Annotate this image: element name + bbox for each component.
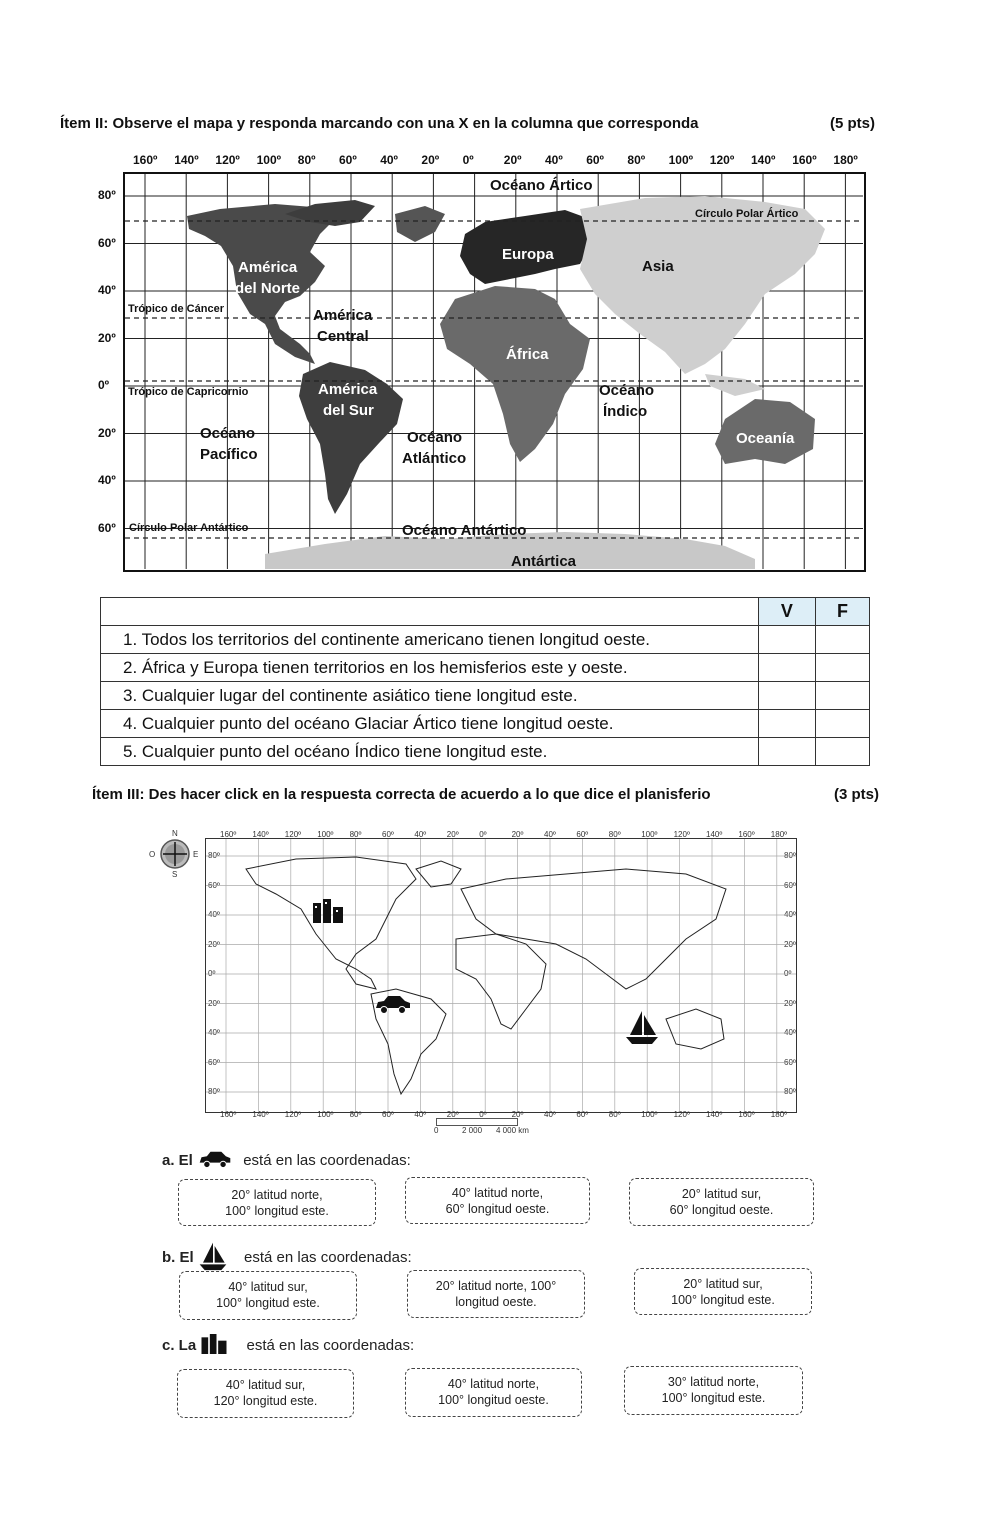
question-a — [162, 1150, 411, 1172]
table-row — [101, 654, 870, 682]
label-africa: África — [506, 346, 549, 363]
map1-lon-tick: 160º — [792, 153, 817, 167]
map2-lon-tick: 160º — [738, 1110, 755, 1119]
statement-2: 2. África y Europa tienen territorios en los hemisferios este y oeste. — [101, 654, 759, 682]
statement-5: 5. Cualquier punto del océano Índico tiene longitud este. — [101, 738, 759, 766]
map1-lon-tick: 20º — [503, 153, 522, 167]
answer-f-5[interactable] — [815, 738, 869, 766]
map2-lon-tick: 140º — [252, 830, 269, 839]
item2-points: (5 pts) — [830, 115, 875, 132]
answer-f-3[interactable] — [815, 682, 869, 710]
map2-lon-tick: 60º — [382, 1110, 394, 1119]
compass-e: E — [193, 850, 199, 859]
map2-lat-tick: 20º — [208, 998, 220, 1008]
map2-lon-tick: 80º — [349, 1110, 362, 1119]
question-c-prefix: c. La — [162, 1336, 197, 1354]
table-header-row — [101, 598, 870, 626]
label-tropico-cancer: Trópico de Cáncer — [128, 303, 224, 315]
map2-lon-tick: 40º — [414, 1110, 427, 1119]
map1-lat-tick: 40º — [98, 283, 116, 297]
map2-lat-tick: 60º — [784, 1057, 796, 1067]
map2-lon-tick: 120º — [284, 830, 302, 839]
map2-lon-tick: 160º — [220, 830, 237, 839]
option-b-3[interactable]: 20° latitud sur, 100° longitud este. — [634, 1268, 812, 1315]
map1-lon-tick: 80º — [297, 153, 316, 167]
table-row — [101, 682, 870, 710]
map1-lon-tick: 20º — [421, 153, 440, 167]
scale-4000: 4 000 km — [496, 1126, 529, 1135]
question-a-suffix: está en las coordenadas: — [243, 1151, 411, 1169]
map2-lon-tick: 160º — [738, 830, 755, 839]
map1-lon-tick: 80º — [627, 153, 646, 167]
map2-lat-tick: 0º — [784, 969, 792, 978]
map1-lon-tick: 40º — [380, 153, 398, 167]
map2-lon-tick: 60º — [576, 830, 589, 839]
map1-lat-tick: 20º — [98, 425, 116, 440]
car-icon — [197, 1150, 239, 1172]
map1-lon-tick: 180º — [833, 153, 858, 167]
sailboat-icon — [198, 1241, 240, 1275]
map2-lat-tick: 40º — [208, 910, 220, 919]
map2-lon-tick: 60º — [382, 830, 394, 839]
label-tropico-capricornio: Trópico de Capricornio — [128, 386, 249, 398]
map2-lon-tick: 120º — [673, 830, 690, 839]
map1-lon-tick: 100º — [256, 153, 281, 167]
map2-lon-tick: 80º — [608, 1110, 621, 1119]
label-circulo-polar-antartico: Círculo Polar Antártico — [129, 522, 249, 534]
map1-lon-tick: 60º — [339, 153, 357, 167]
scale-0: 0 — [434, 1126, 439, 1135]
option-c-3[interactable]: 30° latitud norte, 100° longitud este. — [624, 1366, 803, 1415]
world-map-continents — [123, 172, 866, 572]
map1-lon-tick: 40º — [545, 153, 563, 167]
label-oceano-antartico: Océano Antártico — [402, 522, 527, 539]
compass-n: N — [172, 829, 178, 838]
map2-graphic — [206, 839, 796, 1112]
map2-lat-tick: 60º — [208, 880, 220, 890]
map2-lon-tick: 140º — [706, 830, 723, 839]
sailboat-icon — [624, 1009, 660, 1050]
answer-f-1[interactable] — [815, 626, 869, 654]
compass-o: O — [149, 850, 156, 859]
option-c-1[interactable]: 40° latitud sur, 120° longitud este. — [177, 1369, 354, 1418]
label-antartica: Antártica — [511, 553, 577, 570]
map2-lon-tick: 60º — [576, 1110, 589, 1119]
map1-lon-tick: 120º — [709, 153, 735, 167]
map1-lon-tick: 60º — [586, 153, 604, 167]
world-map-outline — [205, 838, 797, 1113]
column-f: F — [815, 598, 869, 626]
statement-1: 1. Todos los territorios del continente americano tienen longitud oeste. — [101, 626, 759, 654]
map2-lon-tick: 180º — [770, 830, 788, 839]
label-circulo-polar-artico: Círculo Polar Ártico — [695, 208, 799, 220]
map1-lat-tick: 40º — [98, 473, 116, 487]
map2-lon-tick: 100º — [641, 1110, 658, 1119]
map1-lat-tick: 0º — [98, 378, 110, 392]
map1-lon-tick: 120º — [215, 153, 240, 167]
label-america-central-2: Central — [317, 328, 369, 345]
map2-lon-tick: 100º — [317, 1110, 334, 1119]
map2-lat-tick: 20º — [208, 939, 220, 949]
map2-lat-tick: 40º — [784, 1028, 796, 1037]
label-oceano-indico-1: Océano — [599, 382, 655, 399]
map2-lon-tick: 100º — [641, 830, 658, 839]
label-oceano-atlantico-1: Océano — [407, 429, 463, 446]
label-oceano-indico-2: Índico — [603, 403, 648, 420]
item3-title: Ítem III: Des hacer click en la respuesta correcta de acuerdo a lo que dice el planisferio — [92, 786, 711, 803]
map2-lon-tick: 120º — [284, 1110, 302, 1119]
map2-lat-tick: 80º — [208, 851, 220, 860]
scale-bar — [436, 1118, 518, 1126]
map2-lat-tick: 40º — [208, 1028, 220, 1037]
option-c-2[interactable]: 40° latitud norte, 100° longitud oeste. — [405, 1368, 582, 1417]
map1-lat-tick: 60º — [98, 520, 116, 535]
answer-v-3[interactable] — [758, 682, 815, 710]
map2-lon-tick: 40º — [544, 1110, 556, 1119]
map2-lon-tick: 0º — [479, 830, 487, 839]
map2-lon-tick: 140º — [252, 1110, 269, 1119]
map2-lon-tick: 80º — [349, 830, 362, 839]
africa-shape — [440, 286, 590, 462]
option-a-1[interactable]: 20° latitud norte, 100° longitud este. — [178, 1179, 376, 1226]
map2-lon-tick: 120º — [673, 1110, 690, 1119]
map2-lon-tick: 100º — [317, 830, 334, 839]
map1-lat-tick: 60º — [98, 235, 116, 250]
car-icon — [374, 994, 412, 1019]
compass-rose-icon — [149, 829, 199, 879]
map2-lon-tick: 180º — [770, 1110, 788, 1119]
map2-lat-tick: 80º — [208, 1087, 220, 1096]
map2-lon-tick: 140º — [706, 1110, 723, 1119]
label-america-central-1: América — [313, 307, 373, 324]
question-a-prefix: a. El — [162, 1151, 193, 1169]
item2-title: Ítem II: Observe el mapa y responda marcando con una X en la columna que corresponda — [60, 115, 699, 132]
map2-lat-tick: 80º — [784, 1087, 796, 1096]
question-c-suffix: está en las coordenadas: — [246, 1336, 415, 1354]
label-america-sur-1: América — [318, 381, 378, 398]
answer-v-2[interactable] — [758, 654, 815, 682]
answer-f-2[interactable] — [815, 654, 869, 682]
map1-lat-tick: 20º — [98, 330, 116, 345]
table-row — [101, 710, 870, 738]
label-america-sur-2: del Sur — [323, 402, 374, 419]
map1-lon-tick: 140º — [174, 153, 199, 167]
map2-lon-tick: 160º — [220, 1110, 237, 1119]
label-oceania: Oceanía — [736, 430, 795, 447]
map2-lon-tick: 80º — [608, 830, 621, 839]
map1-lon-tick: 160º — [133, 153, 158, 167]
question-c — [162, 1334, 414, 1358]
map2-lon-tick: 40º — [544, 830, 556, 839]
city-icon — [200, 1334, 242, 1358]
table-row — [101, 738, 870, 766]
map2-lat-tick: 60º — [208, 1057, 220, 1067]
map1-lat-tick: 80º — [98, 188, 116, 202]
label-oceano-artico: Océano Ártico — [490, 177, 593, 194]
map2-lon-tick: 0º — [479, 1110, 487, 1119]
map2-lon-tick: 20º — [511, 830, 524, 839]
answer-v-5[interactable] — [758, 738, 815, 766]
statement-4: 4. Cualquier punto del océano Glaciar Ártico tiene longitud oeste. — [101, 710, 759, 738]
true-false-table — [100, 597, 870, 766]
question-b-suffix: está en las coordenadas: — [244, 1248, 412, 1266]
map1-lon-tick: 0º — [462, 153, 474, 167]
map2-lat-tick: 40º — [784, 910, 796, 919]
answer-v-4[interactable] — [758, 710, 815, 738]
label-oceano-pacifico-1: Océano — [200, 425, 256, 442]
label-oceano-pacifico-2: Pacífico — [200, 446, 258, 463]
label-oceano-atlantico-2: Atlántico — [402, 450, 467, 467]
option-b-2[interactable]: 20° latitud norte, 100° longitud oeste. — [407, 1270, 585, 1318]
option-b-1[interactable]: 40° latitud sur, 100° longitud este. — [179, 1271, 357, 1320]
option-a-2[interactable]: 40° latitud norte, 60° longitud oeste. — [405, 1177, 590, 1224]
column-v: V — [758, 598, 815, 626]
map2-lat-tick: 60º — [784, 880, 796, 890]
map1-lon-tick: 100º — [668, 153, 693, 167]
label-europa: Europa — [502, 246, 554, 263]
label-america-norte-2: del Norte — [235, 280, 301, 297]
map2-lon-tick: 40º — [414, 830, 427, 839]
table-row — [101, 626, 870, 654]
label-america-norte-1: América — [238, 259, 298, 276]
compass-s: S — [172, 870, 178, 879]
map2-lat-tick: 20º — [784, 998, 796, 1008]
map2-lat-tick: 80º — [784, 851, 796, 860]
map1-lon-tick: 140º — [751, 153, 776, 167]
question-b — [162, 1241, 412, 1275]
city-icon — [312, 899, 344, 928]
map2-lon-tick: 20º — [446, 1110, 459, 1119]
map2-lon-tick: 20º — [511, 1110, 524, 1119]
map2-lat-tick: 20º — [784, 939, 796, 949]
statement-3: 3. Cualquier lugar del continente asiático tiene longitud este. — [101, 682, 759, 710]
item3-points: (3 pts) — [834, 786, 879, 803]
map1-graphic — [125, 174, 863, 569]
answer-f-4[interactable] — [815, 710, 869, 738]
question-b-prefix: b. El — [162, 1248, 194, 1266]
answer-v-1[interactable] — [758, 626, 815, 654]
scale-2000: 2 000 — [462, 1126, 483, 1135]
map2-lon-tick: 20º — [446, 830, 459, 839]
label-asia: Asia — [642, 258, 674, 275]
map2-lat-tick: 0º — [208, 969, 216, 978]
option-a-3[interactable]: 20° latitud sur, 60° longitud oeste. — [629, 1178, 814, 1226]
